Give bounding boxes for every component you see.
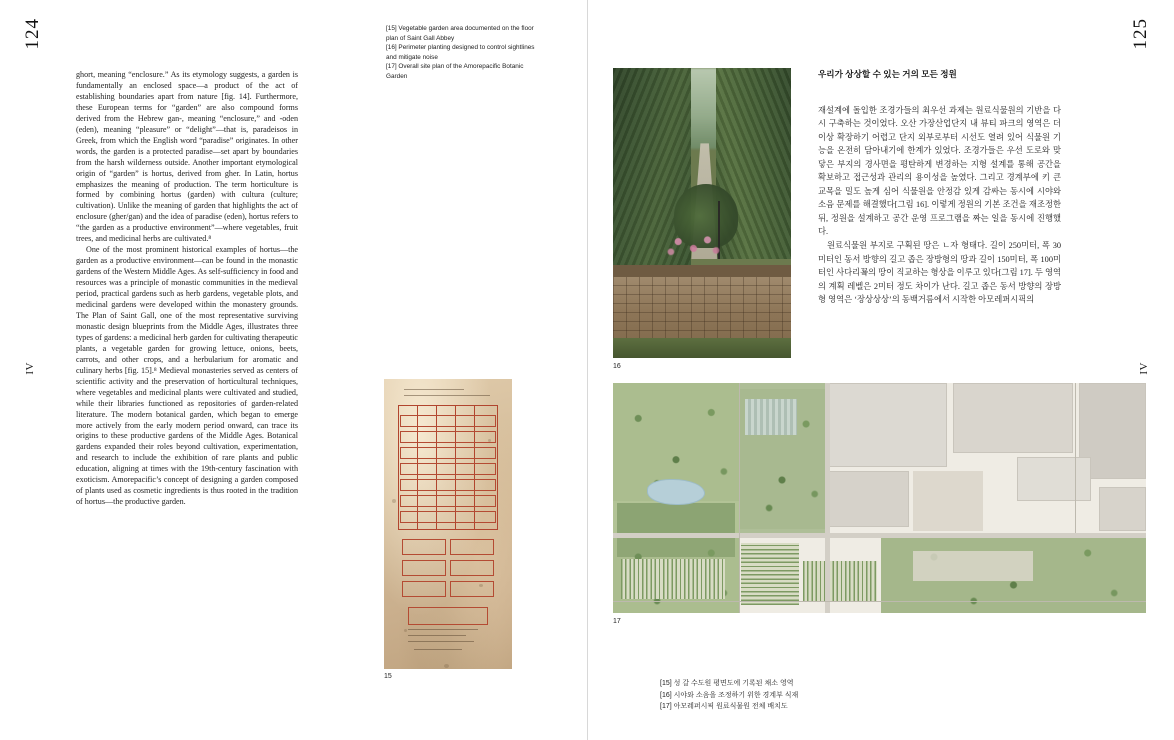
- paragraph-2: One of the most prominent historical examples of hortus—the garden as a productive environment—can be found in the monastic gardens of the Western Middle Ages. As self-sufficiency in food and resources was a principle of monastic communities in the medieval period, practical gardens such as herb gardens, vegetable plots, and medicinal gardens were developed within the monastery grounds. The Plan of Saint Gall, one of the most representative surviving monastic design blueprints from the Middle Ages, illustrates three types of gardens: a medicinal herb garden for cultivating therapeutic plants, a vegetable garden for growing lettuce, onions, beets, carrots, and other crops, and a herbularium for aromatic and culinary herbs [fig. 15].⁸ Medieval monasteries served as centers of scientific activity and the preservation of horticultural techniques, where vegetables and medicinal plants were cultivated and studied, while their libraries functioned as repositories of garden-related literature. The modern botanical garden, which began to emerge more actively from the early modern period onward, can trace its origins to these productive gardens of the Middle Ages. Botanical gardens expanded their roles beyond cultivation, experimentation, and research to include the exhibition of rare plants and public education, aligning at times with the 19th-century fascination with exoticism. Amorepacific’s concept of designing a garden composed of plants used as cosmetic ingredients is thus rooted in the tradition of hortus—the productive garden.: [76, 245, 298, 507]
- figure-15-saint-gall-plan: [384, 379, 512, 669]
- kr-paragraph-2: 원료식물원 부지로 구획된 땅은 ㄴ자 형태다. 길이 250미터, 폭 30미터인 동서 방향의 길고 좁은 장방형의 땅과 길이 150미터, 폭 100미터인 사다리꾴의 땅이 직교하는 형상을 이루고 있다[그림 17]. 두 영역의 계획 레벨은 2미터 정도 차이가 난다. 길고 좁은 동서 방향의 장방형 영역은 ‘장상상상’의 동백거름에서 시작한 아모레퍼시픽의: [818, 241, 1061, 305]
- kr-paragraph-1: 재설계에 돌입한 조경가들의 최우선 과제는 원료식물원의 기반을 다시 구축하는 것이었다. 오산 가장산업단지 내 뷰티 파크의 영역은 더 이상 확장하기 어렵고 단지 외부로부터 시선도 열려 있어 식물원 기능을 온전히 담아내기에 한계가 있었다. 조경가들은 우선 도로와 맞닿은 부지의 경사면을 평탄하게 변경하는 지형 설계를 통해 공간을 확보하고 접근성과 관리의 용이성을 높였다. 그리고 경계부에 키 큰 교목을 밀도 높게 심어 식물원을 안정감 있게 감싸는 동시에 시야와 소음 문제를 해결했다[그림 16]. 이렇게 정원의 기본 조건을 재조정한 뒤, 정원을 설계하고 공간 운영 프로그램을 짜는 일을 동시에 진행했다.: [818, 106, 1061, 236]
- paragraph-1: ghort, meaning “enclosure.” As its etymology suggests, a garden is fundamentally an enclosed space—a product of the act of establishing boundaries apart from nature [fig. 14]. Furthermore, these European terms for “garden” are also compound forms derived from the Hebrew gan-, meaning “enclosure,” and -oden (eden), meaning “pleasure” or “delight”—that is, paradeisos in Greek, from which the English word “paradise” originates. In other words, the garden is a protected paradise—set apart by boundaries from the harsh wilderness outside. Another important etymological origin of “garden” is hortus, derived from gher. In Latin, hortus emphasizes the meaning of production. The term horticulture is formed by combining hortus (garden) with cultura (culture; cultivation). Unlike the meaning of garden that highlights the act of enclosure (gher/gan) and the idea of paradise (eden), hortus refers to “the garden as a productive environment”—where vegetables, fruit trees, and medicinal herbs are cultivated.⁸: [76, 70, 298, 244]
- caption-16-kr: [16] 시야와 소음을 조정하기 위한 경계부 식재: [660, 691, 799, 699]
- section-heading-korean: 우리가 상상할 수 있는 거의 모든 정원: [818, 69, 957, 79]
- stone-wall-cap: [613, 265, 791, 277]
- figure-16-number: 16: [613, 363, 621, 370]
- caption-17-en: [17] Overall site plan of the Amorepacific Botanic Garden: [386, 63, 524, 81]
- figure-captions-english: [386, 24, 536, 82]
- folio-number-left: 124: [22, 18, 43, 50]
- figure-captions-korean: [660, 678, 798, 713]
- folio-chapter-mark-right: IV: [1138, 362, 1150, 375]
- foreground-grass: [613, 338, 791, 358]
- figure-16-hedge-photo: [613, 68, 791, 358]
- figure-17-site-plan: [613, 383, 1146, 613]
- flowering-plants: [666, 228, 727, 263]
- body-text-english: [76, 70, 298, 508]
- folio-number-right: 125: [1130, 18, 1151, 50]
- caption-15-kr: [15] 성 갈 수도원 평면도에 기록된 채소 영역: [660, 680, 794, 687]
- caption-17-kr: [17] 아모레퍼시픽 원료식물원 전체 배치도: [660, 703, 788, 711]
- caption-16-en: [16] Perimeter planting designed to control sightlines and mitigate noise: [386, 44, 535, 61]
- folio-chapter-mark-left: IV: [24, 362, 36, 375]
- body-text-korean: [818, 104, 1061, 307]
- caption-15-en: [15] Vegetable garden area documented on the floor plan of Saint Gall Abbey: [386, 25, 534, 42]
- figure-15-number: 15: [384, 673, 392, 680]
- figure-17-number: 17: [613, 618, 621, 625]
